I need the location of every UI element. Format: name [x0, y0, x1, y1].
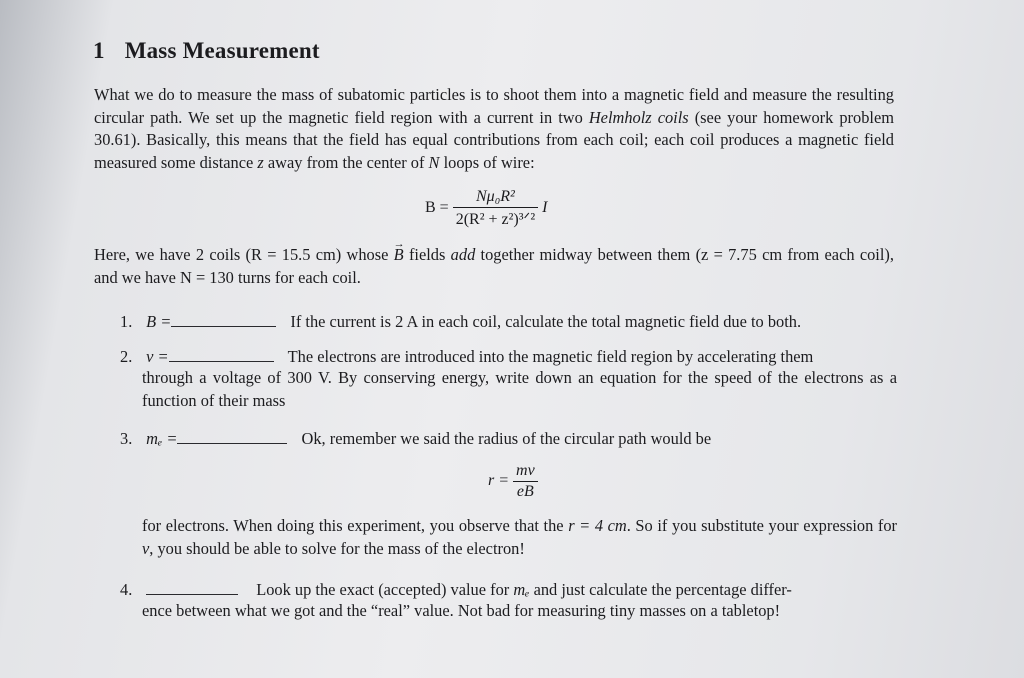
setup-text: turns for each coil. [233, 267, 361, 287]
setup-text: ) whose [335, 245, 394, 264]
setup-emphasis: add [450, 245, 476, 264]
eq1-lhs: B = [425, 199, 449, 217]
question-text: Ok, remember we said the radius of the circular path would be [301, 429, 712, 448]
var-me: mₑ [513, 580, 530, 599]
question-text: and just calculate the percentage differ- [529, 580, 792, 599]
setup-text: fields [403, 245, 451, 264]
section-number: 1 [93, 38, 105, 63]
question-1 [120, 310, 895, 334]
eq1-current: I [542, 199, 548, 217]
z-value: z = 7.75 cm [701, 245, 783, 264]
intro-text: loops of wire: [439, 152, 535, 172]
answer-label: v = [146, 347, 169, 366]
eq1-denominator: 2(R² + z²)³ᐟ² [455, 211, 536, 228]
var-v: v [142, 538, 150, 558]
intro-text: (see your homework problem 30.61). Basically, this means that the field has equal contributions from each coil; each coil produces a magnetic field measured some distance [94, 107, 894, 172]
answer-label: mₑ = [146, 429, 178, 448]
helmholtz-field-equation [425, 188, 547, 229]
answer-blank-3[interactable] [177, 427, 287, 444]
intro-text: What we do to measure the mass of subatomic particles is to shoot them into a magnetic field and measure the resulting circular path. We set up the magnetic field region with a current in two [94, 85, 894, 127]
b-vector: → B [394, 244, 404, 267]
eq1-numerator: Nμ₀R² [453, 188, 538, 208]
eq2-fraction [513, 462, 538, 501]
question-4-continued: ence between what we got and the “real” value. Not bad for measuring tiny masses on a tabletop! [142, 601, 781, 620]
answer-label: B = [146, 312, 172, 331]
q3-text: for electrons. When doing this experiment, you observe that the [142, 516, 569, 535]
q3-text: . So if you substitute your expression for [626, 516, 898, 535]
question-number: 3. [120, 429, 133, 448]
n-value: N = 130 [180, 267, 234, 287]
question-2-continued: through a voltage of 300 V. By conserving energy, write down an equation for the speed of the electrons as a function of their mass [142, 368, 897, 410]
setup-text: together midway between them ( [475, 245, 702, 264]
eq2-numerator: mv [513, 462, 538, 482]
question-3-continued [142, 515, 897, 560]
question-4 [120, 578, 895, 602]
eq2-lhs: r = [488, 472, 510, 490]
question-number: 1. [120, 312, 133, 331]
setup-text: Here, we have 2 coils ( [94, 245, 252, 264]
question-2 [120, 345, 895, 369]
intro-emphasis: Helmholz coils [588, 107, 689, 127]
answer-blank-4[interactable] [146, 578, 238, 595]
question-text: If the current is 2 A in each coil, calculate the total magnetic field due to both. [290, 312, 802, 331]
eq2-denominator: eB [516, 483, 534, 500]
var-n: N [428, 152, 440, 172]
question-text: Look up the exact (accepted) value for [256, 580, 510, 599]
answer-blank-2[interactable] [169, 345, 274, 362]
setup-paragraph [94, 244, 894, 289]
question-number: 4. [120, 580, 133, 599]
radius-equation [488, 462, 538, 501]
setup-text: from each coil), and we have [94, 245, 894, 287]
section-title: Mass Measurement [124, 38, 320, 63]
r-value: r = 4 cm [568, 516, 627, 535]
question-text: The electrons are introduced into the magnetic field region by accelerating them [287, 347, 814, 366]
question-3 [120, 427, 895, 451]
q3-text: , you should be able to solve for the mass of the electron! [149, 538, 525, 558]
intro-paragraph [94, 84, 894, 174]
question-number: 2. [120, 347, 133, 366]
section-heading [93, 38, 320, 64]
eq1-fraction [453, 188, 538, 229]
var-z: z [257, 152, 264, 172]
intro-text: away from the center of [263, 152, 429, 172]
radius-value: R = 15.5 cm [251, 245, 336, 264]
answer-blank-1[interactable] [171, 310, 276, 327]
